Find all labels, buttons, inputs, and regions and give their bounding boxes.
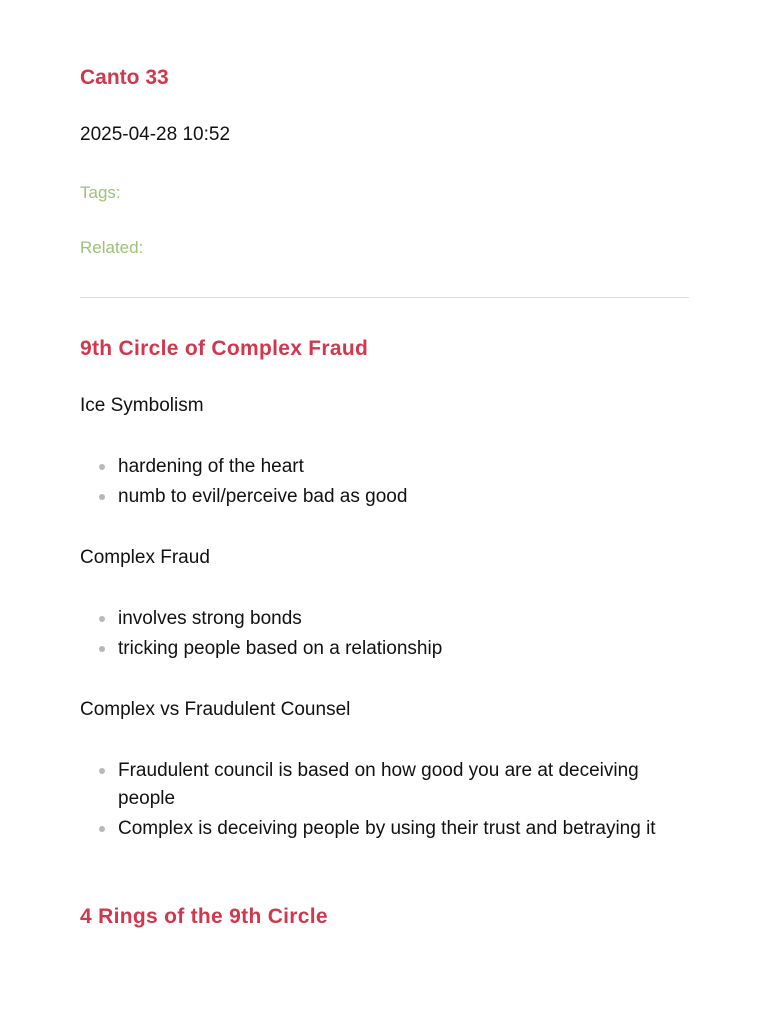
note-title: Canto 33 bbox=[80, 66, 169, 89]
note-timestamp: 2025-04-28 10:52 bbox=[80, 124, 231, 145]
divider bbox=[80, 297, 689, 298]
list-item: Complex is deceiving people by using their trust and betraying it bbox=[80, 815, 660, 843]
complex-fraud-list bbox=[80, 605, 660, 665]
ice-symbolism-list bbox=[80, 453, 660, 513]
section-heading-9th-circle: 9th Circle of Complex Fraud bbox=[80, 337, 369, 360]
list-item: Fraudulent council is based on how good you are at deceiving people bbox=[80, 757, 660, 812]
list-item: tricking people based on a relationship bbox=[80, 635, 660, 663]
list-item: numb to evil/perceive bad as good bbox=[80, 483, 660, 511]
ice-symbolism-label: Ice Symbolism bbox=[80, 395, 204, 416]
related-label: Related: bbox=[80, 238, 144, 257]
list-item: hardening of the heart bbox=[80, 453, 660, 481]
section-heading-4-rings: 4 Rings of the 9th Circle bbox=[80, 905, 328, 928]
list-item: involves strong bonds bbox=[80, 605, 660, 633]
tags-label: Tags: bbox=[80, 183, 121, 202]
complex-vs-fraudulent-label: Complex vs Fraudulent Counsel bbox=[80, 699, 351, 720]
complex-vs-fraudulent-list bbox=[80, 757, 660, 845]
complex-fraud-label: Complex Fraud bbox=[80, 547, 210, 568]
